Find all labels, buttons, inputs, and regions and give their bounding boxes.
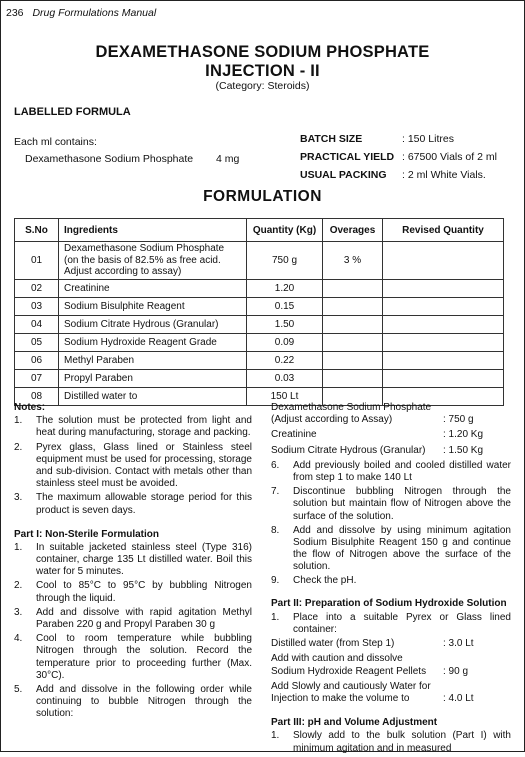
table-row bbox=[15, 351, 504, 369]
ingredient-amount: : 1.20 Kg bbox=[443, 429, 484, 441]
col-revised: Revised Quantity bbox=[383, 219, 504, 242]
part3-item-num: 1. bbox=[271, 730, 280, 742]
notes-list bbox=[14, 415, 252, 517]
note-item-num: 3. bbox=[14, 492, 23, 504]
formulation-table bbox=[14, 218, 504, 406]
cell-ingredient: Sodium Hydroxide Reagent Grade bbox=[59, 333, 247, 351]
ingredient-list-1 bbox=[271, 402, 511, 457]
ingredient-name: Dexamethasone Sodium Phosphate (Adjust according to Assay) bbox=[271, 402, 432, 426]
steps-list bbox=[271, 460, 511, 588]
cell-quantity: 0.03 bbox=[247, 369, 323, 387]
cell-sno: 03 bbox=[15, 297, 59, 315]
note-item bbox=[14, 415, 252, 439]
part1-step-num: 5. bbox=[14, 683, 23, 695]
page-number: 236 bbox=[6, 7, 24, 19]
part2-item bbox=[271, 612, 511, 636]
table-row bbox=[15, 279, 504, 297]
part3-item-text: Slowly add to the bulk solution (Part I) with minimum agitation and in measured bbox=[293, 730, 511, 754]
part1-list bbox=[14, 542, 252, 721]
usual-packing-value: : 2 ml White Vials. bbox=[402, 169, 486, 181]
batch-size-value: : 150 Litres bbox=[402, 133, 454, 145]
note-item-text: The maximum allowable storage period for this product is seven days. bbox=[36, 492, 252, 516]
part1-step bbox=[14, 684, 252, 721]
table-row bbox=[15, 315, 504, 333]
labelled-formula-heading: LABELLED FORMULA bbox=[14, 106, 131, 118]
part1-step-text: Add and dissolve in the following order while continuing to bubble Nitrogen through the solution: bbox=[36, 683, 252, 720]
ingredient-line bbox=[271, 681, 511, 705]
col-sno: S.No bbox=[15, 219, 59, 242]
practical-yield-label: PRACTICAL YIELD bbox=[300, 151, 395, 163]
ingredient-name: Sodium Citrate Hydrous (Granular) bbox=[271, 444, 426, 456]
usual-packing-label: USUAL PACKING bbox=[300, 169, 387, 181]
ingredient-line bbox=[271, 429, 511, 441]
part1-step bbox=[14, 580, 252, 604]
part3-item bbox=[271, 730, 511, 754]
part1-step bbox=[14, 633, 252, 682]
cell-revised bbox=[383, 297, 504, 315]
ingredient-name: Add Slowly and cautiously Water for Injection to make the volume to bbox=[271, 680, 431, 704]
part1-step-text: Add and dissolve with rapid agitation Methyl Paraben 220 g and Propyl Paraben 30 g bbox=[36, 606, 252, 630]
step-item-text: Add and dissolve by using minimum agitation Sodium Bisulphite Reagent 150 g and continue the flow of Nitrogen above the surface of the solution. bbox=[293, 524, 511, 573]
cell-overage bbox=[323, 315, 383, 333]
cell-ingredient: Distilled water to bbox=[59, 387, 247, 405]
part1-heading: Part I: Non-Sterile Formulation bbox=[14, 528, 160, 540]
ingredient-amount: : 3.0 Lt bbox=[443, 638, 474, 650]
book-title: Drug Formulations Manual bbox=[32, 7, 157, 19]
part3-heading: Part III: pH and Volume Adjustment bbox=[271, 717, 438, 729]
table-header-row bbox=[15, 219, 504, 242]
table-row bbox=[15, 369, 504, 387]
cell-revised bbox=[383, 315, 504, 333]
note-item-num: 1. bbox=[14, 415, 23, 427]
cell-quantity: 0.15 bbox=[247, 297, 323, 315]
step-item-num: 6. bbox=[271, 459, 280, 471]
ingredient-name: Add with caution and dissolve Sodium Hydroxide Reagent Pellets bbox=[271, 653, 427, 677]
title-line-1: DEXAMETHASONE SODIUM PHOSPHATE bbox=[95, 43, 430, 61]
cell-revised bbox=[383, 279, 504, 297]
cell-overage bbox=[323, 351, 383, 369]
cell-revised bbox=[383, 242, 504, 280]
step-item-text: Check the pH. bbox=[293, 575, 357, 587]
part2-item-text: Place into a suitable Pyrex or Glass lined container: bbox=[293, 611, 511, 635]
cell-overage: 3 % bbox=[323, 242, 383, 280]
step-item-num: 7. bbox=[271, 486, 280, 498]
cell-sno: 02 bbox=[15, 279, 59, 297]
note-item bbox=[14, 492, 252, 516]
formulation-heading: FORMULATION bbox=[203, 188, 322, 205]
part1-step bbox=[14, 607, 252, 631]
running-header bbox=[6, 7, 156, 19]
right-column bbox=[271, 402, 511, 757]
step-item bbox=[271, 525, 511, 574]
table-row bbox=[15, 242, 504, 280]
col-ingredients: Ingredients bbox=[59, 219, 247, 242]
col-overages: Overages bbox=[323, 219, 383, 242]
cell-sno: 04 bbox=[15, 315, 59, 333]
part2-item-num: 1. bbox=[271, 611, 280, 623]
part2-heading bbox=[271, 598, 511, 610]
cell-quantity: 1.20 bbox=[247, 279, 323, 297]
labelled-amount: 4 mg bbox=[216, 153, 240, 165]
cell-ingredient: Creatinine bbox=[59, 279, 247, 297]
category: (Category: Steroids) bbox=[215, 80, 310, 92]
cell-ingredient: Propyl Paraben bbox=[59, 369, 247, 387]
note-item bbox=[14, 442, 252, 491]
cell-revised bbox=[383, 369, 504, 387]
cell-sno: 06 bbox=[15, 351, 59, 369]
step-item-num: 9. bbox=[271, 575, 280, 587]
cell-ingredient: Sodium Bisulphite Reagent bbox=[59, 297, 247, 315]
cell-revised bbox=[383, 351, 504, 369]
part1-step-num: 1. bbox=[14, 541, 23, 553]
part1-step-text: Cool to 85°C to 95°C by bubbling Nitrogen through the liquid. bbox=[36, 580, 252, 604]
cell-quantity: 150 Lt bbox=[247, 387, 323, 405]
ingredient-line bbox=[271, 653, 511, 677]
cell-quantity: 0.09 bbox=[247, 333, 323, 351]
labelled-ingredient: Dexamethasone Sodium Phosphate bbox=[25, 153, 194, 165]
cell-sno: 08 bbox=[15, 387, 59, 405]
cell-sno: 07 bbox=[15, 369, 59, 387]
table-row bbox=[15, 333, 504, 351]
cell-ingredient: Methyl Paraben bbox=[59, 351, 247, 369]
part1-step-num: 3. bbox=[14, 606, 23, 618]
ingredient-amount: : 90 g bbox=[443, 665, 469, 677]
cell-ingredient: Dexamethasone Sodium Phosphate (on the basis of 82.5% as free acid. Adjust according to assay) bbox=[59, 242, 247, 280]
note-item-text: Pyrex glass, Glass lined or Stainless steel equipment must be used for processing, storage and sub-division. Contact with metals other than stainless steel must be avoided. bbox=[36, 441, 252, 490]
notes-heading: Notes: bbox=[14, 402, 46, 413]
ingredient-name: Creatinine bbox=[271, 429, 317, 441]
cell-quantity: 750 g bbox=[247, 242, 323, 280]
table-row bbox=[15, 297, 504, 315]
note-item-text: The solution must be protected from light and heat during manufacturing, storage and packing. bbox=[36, 415, 252, 439]
ingredient-line bbox=[271, 445, 511, 457]
cell-overage bbox=[323, 333, 383, 351]
part1-step-text: Cool to room temperature while bubbling Nitrogen through the solution. Record the temperature prior to proceeding further (Max. 30°C). bbox=[36, 633, 252, 681]
cell-revised bbox=[383, 333, 504, 351]
ingredient-amount: : 1.50 Kg bbox=[443, 444, 484, 456]
part1-step bbox=[14, 542, 252, 579]
part1-step-text: In suitable jacketed stainless steel (Type 316) container, charge 135 Lt distilled water. Boil this water for 5 minutes. bbox=[36, 541, 252, 578]
cell-overage bbox=[323, 369, 383, 387]
cell-quantity: 1.50 bbox=[247, 315, 323, 333]
each-ml-label: Each ml contains: bbox=[14, 136, 97, 148]
cell-quantity: 0.22 bbox=[247, 351, 323, 369]
step-item-num: 8. bbox=[271, 524, 280, 536]
step-item bbox=[271, 575, 511, 587]
cell-sno: 01 bbox=[15, 242, 59, 280]
cell-sno: 05 bbox=[15, 333, 59, 351]
step-item-text: Discontinue bubbling Nitrogen through the solution but maintain flow of Nitrogen above the surface of the solution. bbox=[293, 486, 511, 522]
cell-overage bbox=[323, 279, 383, 297]
cell-ingredient: Sodium Citrate Hydrous (Granular) bbox=[59, 315, 247, 333]
title-line-2: INJECTION - II bbox=[205, 62, 320, 80]
step-item-text: Add previously boiled and cooled distilled water from step 1 to make 140 Lt bbox=[293, 459, 511, 483]
part2-heading-text: Part II: Preparation of Sodium Hydroxide Solution bbox=[271, 597, 507, 609]
ingredient-amount: : 4.0 Lt bbox=[443, 692, 474, 704]
part1-step-num: 4. bbox=[14, 633, 23, 645]
ingredient-line bbox=[271, 402, 511, 426]
part1-step-num: 2. bbox=[14, 580, 23, 592]
ingredient-amount: : 750 g bbox=[443, 414, 474, 426]
ingredient-line bbox=[271, 638, 511, 650]
step-item bbox=[271, 486, 511, 523]
left-column bbox=[14, 402, 252, 723]
batch-size-label: BATCH SIZE bbox=[300, 133, 363, 145]
cell-overage bbox=[323, 297, 383, 315]
practical-yield-value: : 67500 Vials of 2 ml bbox=[402, 151, 497, 163]
step-item bbox=[271, 460, 511, 484]
col-quantity: Quantity (Kg) bbox=[247, 219, 323, 242]
ingredient-name: Distilled water (from Step 1) bbox=[271, 638, 395, 650]
note-item-num: 2. bbox=[14, 441, 23, 453]
ingredient-list-2 bbox=[271, 638, 511, 705]
table-body bbox=[15, 242, 504, 406]
